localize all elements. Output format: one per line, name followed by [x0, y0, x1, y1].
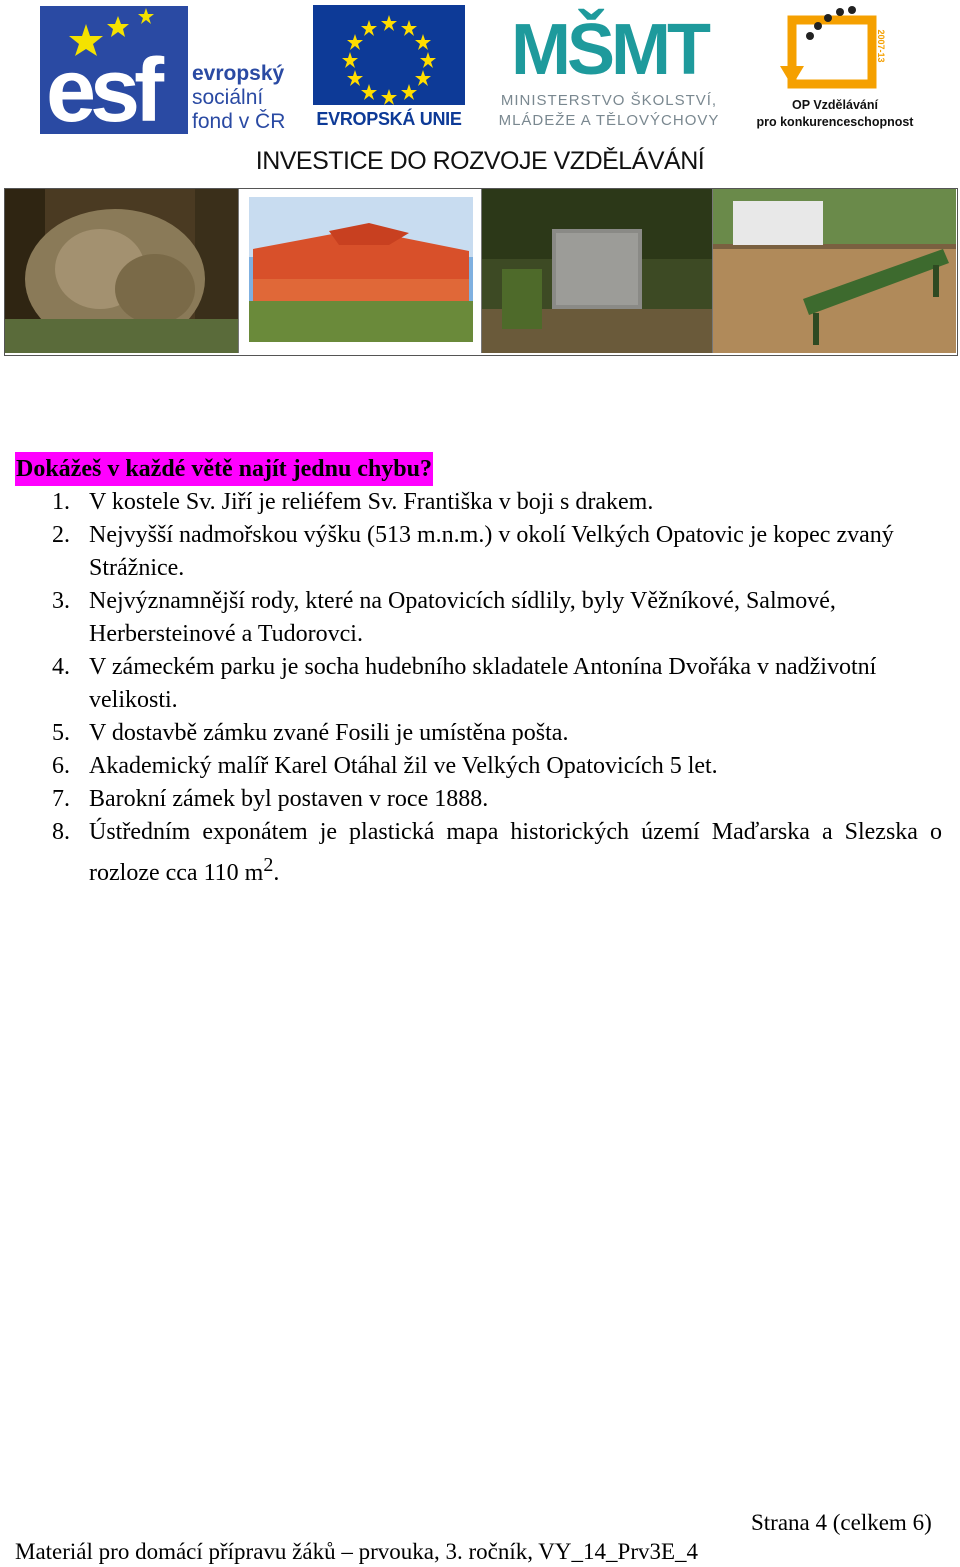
esf-logo	[40, 6, 300, 141]
task-heading: Dokážeš v každé větě najít jednu chybu?	[15, 452, 433, 486]
task-item	[52, 717, 942, 750]
task-item-number: 7.	[52, 786, 70, 812]
esf-line-2: sociální	[192, 86, 264, 109]
msmt-mark-icon	[511, 4, 707, 90]
task-item-number: 5.	[52, 720, 70, 746]
investice-tagline: INVESTICE DO ROZVOJE VZDĚLÁVÁNÍ	[255, 147, 705, 175]
task-item-number: 8.	[52, 819, 70, 845]
photo-stone-memorial	[482, 189, 713, 353]
msmt-mark-text: MŠMT	[511, 10, 707, 90]
op-line-2: pro konkurenceschopnost	[756, 115, 914, 129]
eu-flag-icon	[313, 5, 465, 105]
footer-material: Materiál pro domácí přípravu žáků – prvouka, 3. ročník, VY_14_Prv3E_4	[15, 1539, 699, 1564]
photo-park-bench	[713, 189, 956, 353]
task-list	[52, 486, 942, 890]
task-item-text: Nejvýznamnější rody, které na Opatovicích sídlily, byly Věžníkové, Salmové, Herbersteinové a Tudorovci.	[89, 588, 836, 647]
task-item-number: 4.	[52, 654, 70, 680]
eu-stars-icon	[313, 5, 465, 105]
task-item-text: V dostavbě zámku zvané Fosili je umístěna pošta.	[89, 720, 569, 746]
photo-rock-relief	[5, 189, 239, 353]
task-item	[52, 816, 942, 890]
op-year: 2007-13	[876, 29, 886, 63]
photo-strip	[4, 188, 958, 356]
task-item-text: V kostele Sv. Jiří je reliéfem Sv. Františka v boji s drakem.	[89, 489, 654, 515]
esf-line-3: fond v ČR	[192, 110, 286, 133]
op-arrow-icon	[778, 4, 888, 94]
task-item-tail: .	[273, 860, 280, 886]
task-item-superscript: 2	[263, 854, 274, 876]
esf-name	[192, 62, 285, 134]
task-item	[52, 585, 942, 651]
task-item	[52, 651, 942, 717]
task-item	[52, 750, 942, 783]
task-item	[52, 486, 942, 519]
task-item-text: Ústředním exponátem je plastická mapa historických území Maďarska a Slezska o rozloze cca 110 m	[89, 819, 942, 886]
msmt-line-1: MINISTERSTVO ŠKOLSTVÍ,	[500, 92, 718, 109]
esf-letters: esf	[46, 41, 159, 141]
task-item-number: 6.	[52, 753, 70, 779]
op-logo	[750, 4, 920, 130]
esf-line-1: evropský	[192, 62, 285, 85]
task-item	[52, 783, 942, 816]
task-item-text: Barokní zámek byl postaven v roce 1888.	[89, 786, 489, 812]
task-item-text: V zámeckém parku je socha hudebního skladatele Antonína Dvořáka v nadživotní velikosti.	[89, 654, 877, 713]
msmt-logo	[478, 4, 740, 130]
msmt-line-2: MLÁDEŽE A TĚLOVÝCHOVY	[498, 112, 720, 129]
logo-header	[0, 0, 960, 185]
eu-label: EVROPSKÁ UNIE	[316, 109, 462, 129]
task-item	[52, 519, 942, 585]
esf-logo-block	[40, 6, 188, 141]
photo-red-roof-building	[239, 189, 482, 353]
task-item-number: 2.	[52, 522, 70, 548]
page-number: Strana 4 (celkem 6)	[751, 1510, 932, 1535]
eu-logo	[313, 5, 465, 130]
task-item-number: 3.	[52, 588, 70, 614]
task-item-number: 1.	[52, 489, 70, 515]
task-item-text: Akademický malíř Karel Otáhal žil ve Velkých Opatovicích 5 let.	[89, 753, 718, 779]
op-line-1: OP Vzdělávání	[792, 98, 878, 112]
task-item-text: Nejvyšší nadmořskou výšku (513 m.n.m.) v okolí Velkých Opatovic je kopec zvaný Strážnice.	[89, 522, 894, 581]
